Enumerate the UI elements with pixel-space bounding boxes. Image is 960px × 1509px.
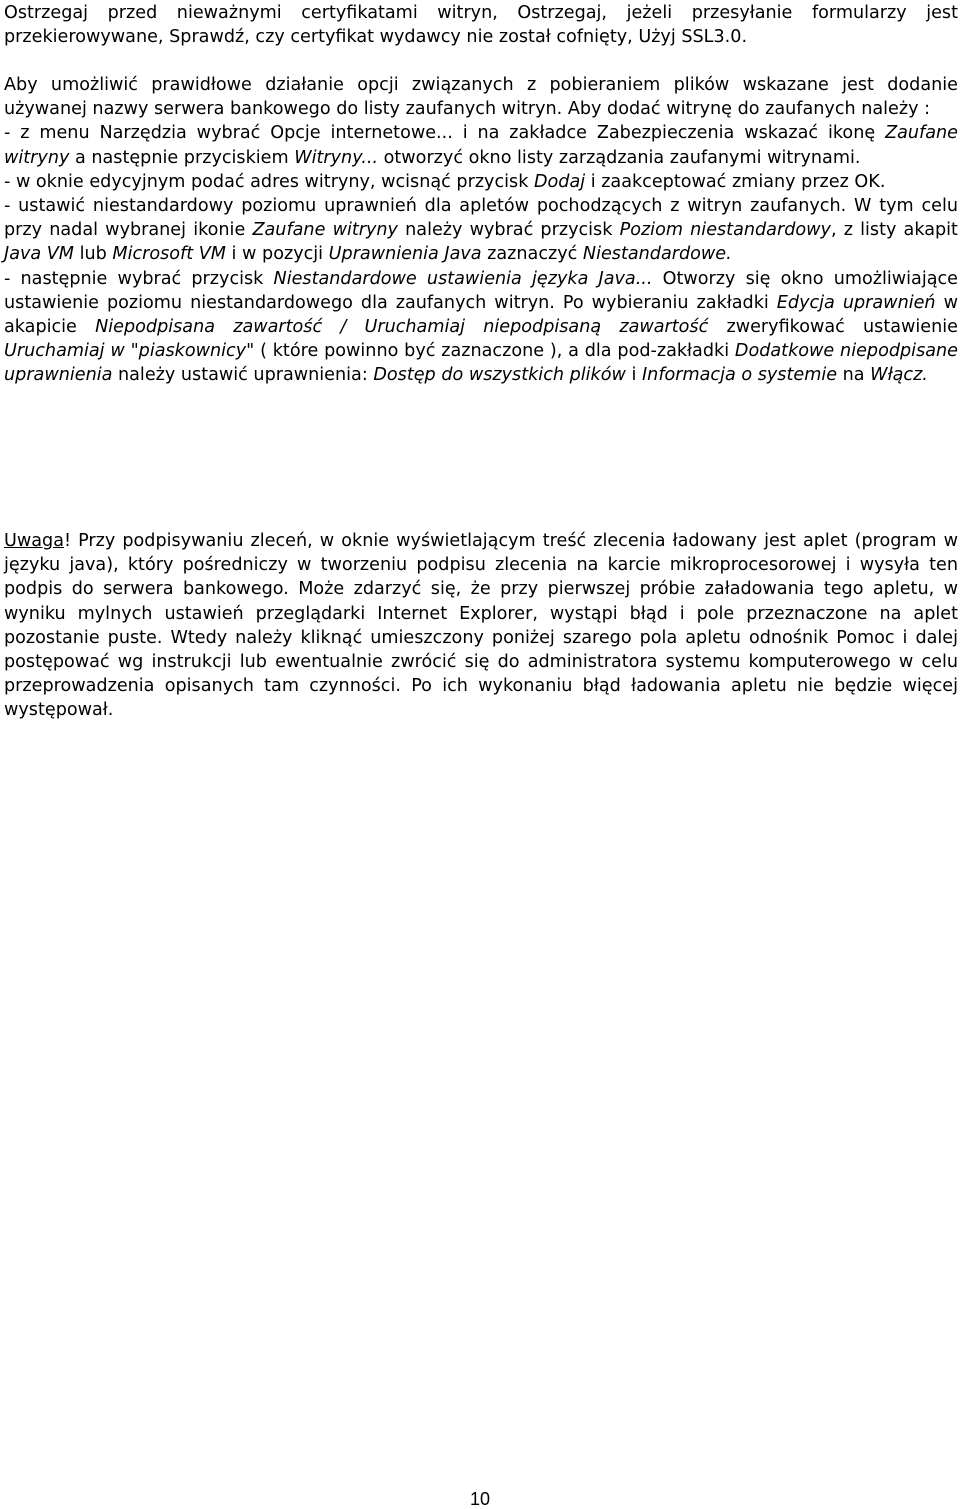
step-4-text-g: i bbox=[625, 365, 642, 386]
step-3-text-c: , z listy akapit bbox=[830, 220, 958, 241]
step-1-text-b: a następnie przyciskiem bbox=[69, 147, 295, 168]
step-1-icon-name: Zaufane witryny bbox=[4, 123, 958, 168]
step-3-button-name: Poziom niestandardowy bbox=[619, 220, 831, 241]
step-4 bbox=[4, 267, 958, 388]
step-4-value: Włącz. bbox=[870, 365, 928, 386]
step-3 bbox=[4, 194, 958, 267]
step-2-text-b: i zaakceptować zmiany przez OK. bbox=[585, 171, 886, 192]
step-3-value: Niestandardowe. bbox=[582, 244, 732, 265]
warning-paragraph bbox=[4, 529, 958, 723]
step-4-text-d: zweryfikować ustawienie bbox=[708, 317, 958, 338]
intro-paragraph bbox=[4, 1, 958, 49]
step-3-section-name: Java VM bbox=[4, 244, 74, 265]
step-2 bbox=[4, 170, 958, 194]
page-number: 10 bbox=[469, 1489, 491, 1509]
step-3-text-e: i w pozycji bbox=[225, 244, 329, 265]
step-2-button-name: Dodaj bbox=[533, 171, 586, 192]
warning-body: ! Przy podpisywaniu zleceń, w oknie wyświetlającym treść zlecenia ładowany jest aplet (program w języku java), który pośredniczy w tworzeniu podpisu zlecenia na karcie mikroprocesorowej i wysyła ten podpis do serwera bankowego. Może zdarzyć się, że przy pierwszej próbie załadowania tego apletu, w wyniku mylnych ustawień przeglądarki Internet Explorer, wystąpi błąd i pole przeznaczone na aplet pozostanie puste. Wtedy należy kliknąć umieszczony poniżej szarego pola apletu odnośnik Pomoc i dalej postępować wg instrukcji lub ewentualnie zwrócić się do administratora systemu komputerowego w celu przeprowadzenia opisanych tam czynności. Po ich wykonaniu błąd ładowania apletu nie będzie więcej występował. bbox=[4, 531, 958, 721]
step-1-text-c: otworzyć okno listy zarządzania zaufanymi witrynami. bbox=[378, 147, 861, 168]
warning-label: Uwaga bbox=[4, 531, 64, 551]
trusted-sites-intro: Aby umożliwić prawidłowe działanie opcji związanych z pobieraniem plików wskazane jest dodanie używanej nazwy serwera bankowego do listy zaufanych witryn. Aby dodać witrynę do zaufanych należy : bbox=[4, 75, 958, 120]
step-4-text-e: ( które powinno być zaznaczone ), a dla pod-zakładki bbox=[254, 341, 735, 362]
step-4-permission-1: Dostęp do wszystkich plików bbox=[373, 365, 626, 386]
step-4-setting-name: Uruchamiaj w "piaskownicy" bbox=[4, 341, 255, 362]
step-4-text-h: na bbox=[837, 365, 871, 386]
step-3-text-d: lub bbox=[73, 244, 113, 265]
step-4-tab-name: Edycja uprawnień bbox=[776, 292, 936, 313]
step-1 bbox=[4, 121, 958, 169]
step-4-subtab-name: Dodatkowe niepodpisane uprawnienia bbox=[4, 341, 958, 386]
step-4-text-b: Otworzy się okno umożliwiające ustawienie poziomu niestandardowego dla zaufanych witryn. Po wybieraniu zakładki bbox=[4, 268, 958, 313]
step-1-button-name: Witryny... bbox=[294, 147, 379, 168]
step-2-text-a: - w oknie edycyjnym podać adres witryny, wcisnąć przycisk bbox=[4, 171, 534, 192]
step-3-item-name: Uprawnienia Java bbox=[328, 244, 482, 265]
step-3-text-b: należy wybrać przycisk bbox=[397, 220, 620, 241]
step-4-permission-2: Informacja o systemie bbox=[641, 365, 838, 386]
step-1-text-a: - z menu Narzędzia wybrać Opcje internetowe... i na zakładce Zabezpieczenia wskazać ikonę bbox=[4, 123, 886, 144]
step-3-icon-name: Zaufane witryny bbox=[252, 220, 398, 241]
step-4-text-a: - następnie wybrać przycisk bbox=[4, 268, 274, 289]
step-4-section-name: Niepodpisana zawartość / Uruchamiaj niepodpisaną zawartość bbox=[95, 317, 709, 338]
step-4-button-name: Niestandardowe ustawienia języka Java... bbox=[273, 268, 653, 289]
trusted-sites-paragraph bbox=[4, 73, 958, 388]
step-4-text-f: należy ustawić uprawnienia: bbox=[112, 365, 374, 386]
step-3-text-f: zaznaczyć bbox=[481, 244, 583, 265]
step-3-section-name-2: Microsoft VM bbox=[112, 244, 226, 265]
step-3-text-a: - ustawić niestandardowy poziomu uprawnień dla apletów pochodzących z witryn zaufanych. W tym celu przy nadal wybranej ikonie bbox=[4, 196, 958, 241]
step-4-text-c: w akapicie bbox=[4, 292, 958, 338]
warning-text bbox=[4, 529, 958, 723]
intro-text: Ostrzegaj przed nieważnymi certyfikatami witryn, Ostrzegaj, jeżeli przesyłanie formularzy jest przekierowywane, Sprawdź, czy certyfikat wydawcy nie został cofnięty, Użyj SSL3.0. bbox=[4, 3, 958, 48]
